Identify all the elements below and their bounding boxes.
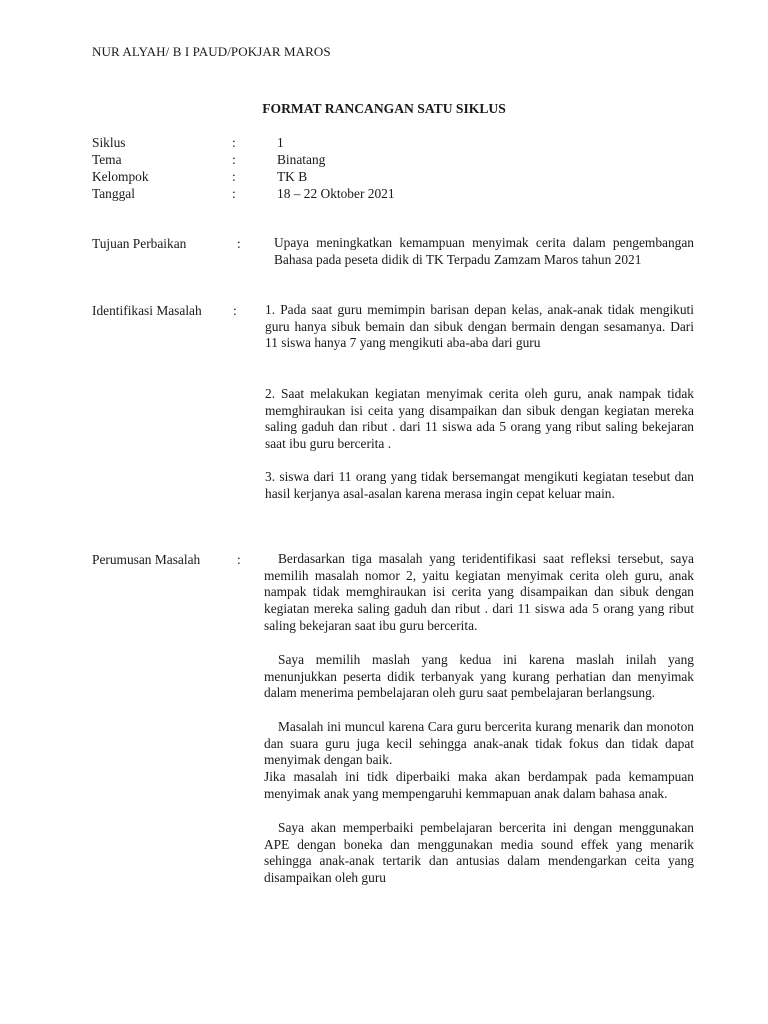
- info-value: 18 – 22 Oktober 2021: [277, 186, 395, 201]
- perumusan-paragraph: Berdasarkan tiga masalah yang teridentifikasi saat refleksi tersebut, saya memilih masalah nomor 2, yaitu kegiatan menyimak cerita oleh guru, anak nampak tidak memghiraukan isi cerita yang disampaikan dan sibuk dengan kegiatan mereka saling gaduh dan ribut . dari 11 siswa ada 5 orang yang ribut saling bekejaran saat ibu guru bercerita.: [264, 551, 694, 633]
- section-colon: :: [237, 552, 241, 567]
- info-value: 1: [277, 135, 284, 150]
- section-label: Perumusan Masalah: [92, 552, 201, 567]
- section-label: Identifikasi Masalah: [92, 303, 202, 318]
- document-title: FORMAT RANCANGAN SATU SIKLUS: [262, 101, 506, 116]
- info-row-kelompok: [0, 168, 768, 185]
- info-colon: :: [232, 169, 236, 184]
- info-value: TK B: [277, 169, 308, 184]
- info-label: Siklus: [92, 135, 126, 150]
- info-label: Tema: [92, 152, 122, 167]
- info-row-tanggal: [0, 185, 768, 202]
- identifikasi-item-2: 2. Saat melakukan kegiatan menyimak cerita oleh guru, anak nampak tidak memghiraukan isi ceita yang disampaikan dan sibuk dengan kegiatan mereka saling gaduh dan ribut . dari 11 siswa ada 5 orang yang ribut saling bekejaran saat ibu guru bercerita .: [265, 386, 694, 452]
- info-colon: :: [232, 186, 236, 201]
- info-colon: :: [232, 152, 236, 167]
- perumusan-paragraph: Masalah ini muncul karena Cara guru bercerita kurang menarik dan monoton dan suara guru juga kecil sehingga anak-anak tidak fokus dan tidak dapat menyimak dengan baik.: [264, 719, 694, 768]
- info-label: Tanggal: [92, 186, 135, 201]
- info-row-siklus: [0, 134, 768, 151]
- section-colon: :: [237, 236, 241, 251]
- info-value: Binatang: [277, 152, 326, 167]
- perumusan-paragraph: Saya memilih maslah yang kedua ini karena maslah inilah yang menunjukkan peserta didik terbanyak yang kurang perhatian dan menyimak dalam menerima pembelajaran oleh guru saat pembelajaran berlangsung.: [264, 652, 694, 701]
- section-label: Tujuan Perbaikan: [92, 236, 187, 251]
- info-label: Kelompok: [92, 169, 149, 184]
- identifikasi-item-3: 3. siswa dari 11 orang yang tidak bersemangat mengikuti kegiatan tesebut dan hasil kerjanya asal-asalan karena merasa ingin cepat keluar main.: [265, 469, 694, 501]
- document-header: NUR ALYAH/ B I PAUD/POKJAR MAROS: [92, 44, 331, 59]
- info-row-tema: [0, 151, 768, 168]
- tujuan-text: Upaya meningkatkan kemampuan menyimak cerita dalam pengembangan Bahasa pada peseta didik di TK Terpadu Zamzam Maros tahun 2021: [274, 235, 694, 267]
- info-colon: :: [232, 135, 236, 150]
- perumusan-paragraph: Jika masalah ini tidk diperbaiki maka akan berdampak pada kemampuan menyimak anak yang mempengaruhi kemmapuan anak dalam bahasa anak.: [264, 769, 694, 801]
- perumusan-paragraph: Saya akan memperbaiki pembelajaran bercerita ini dengan menggunakan APE dengan boneka dan menggunakan media sound effek yang menarik sehingga anak-anak tertarik dan antusias dalam mendengarkan ceita yang disampaikan oleh guru: [264, 820, 694, 886]
- identifikasi-item-1: 1. Pada saat guru memimpin barisan depan kelas, anak-anak tidak mengikuti guru hanya sibuk bemain dan sibuk dengan bermain dengan sesamanya. Dari 11 siswa hanya 7 yang mengikuti aba-aba dari guru: [265, 302, 694, 351]
- section-colon: :: [233, 303, 237, 318]
